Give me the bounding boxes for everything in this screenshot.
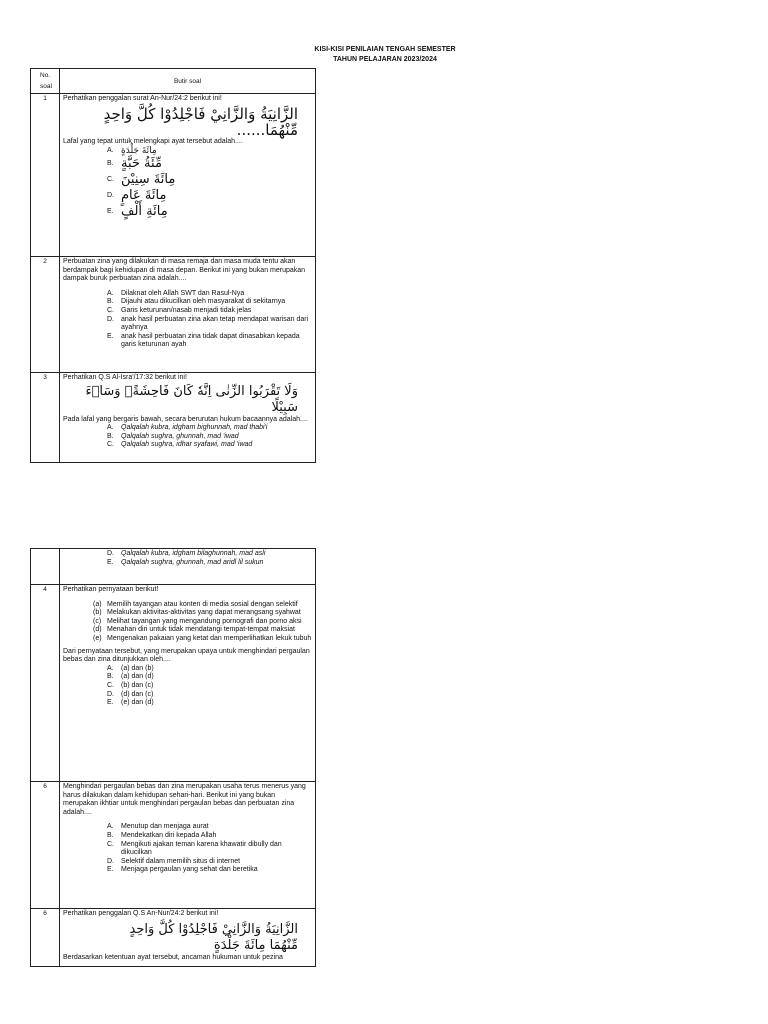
option-c: C. مِائَةَ سِنِيْنَ xyxy=(107,172,176,188)
option-d: D. Selektif dalam memilih situs di internet xyxy=(107,857,241,865)
question-number: 6 xyxy=(31,909,60,967)
arabic-verse: الزَّانِيَةُ وَالزَّانِيْ فَاجْلِدُوْا كُلَّ وَاحِدٍ مِّنْهُمَا مِائَةَ جَلْدَةٍ xyxy=(129,921,298,953)
option-b: B. Dijauhi atau dikucilkan oleh masyarakat di sekitarnya xyxy=(107,298,286,306)
question-prompt: Perhatikan penggalan surat An-Nur/24:2 berikut ini! xyxy=(63,95,222,102)
question-text: Berdasarkan ketentuan ayat tersebut, ancaman hukuman untuk pezina xyxy=(63,953,283,961)
arabic-verse: الزَّانِيَةُ وَالزَّانِيْ فَاجْلِدُوْا كُلَّ وَاحِدٍ مِّنْهُمَا...... xyxy=(103,104,298,139)
table-row xyxy=(31,549,316,585)
header-title: KISI-KISI PENILAIAN TENGAH SEMESTER xyxy=(314,46,456,53)
table-row xyxy=(31,909,316,967)
option-e: E. Qalqalah sughra, ghunnah, mad aridl lil sukun xyxy=(107,558,264,566)
question-prompt: Perhatikan Q.S Al-Isra'/17:32 berikut ini! xyxy=(63,374,187,381)
statement-e: (e) Mengenakan pakaian yang ketat dan memperlihatkan lekuk tubuh xyxy=(93,634,312,642)
question-number: 1 xyxy=(31,94,60,257)
question-text: Pada lafal yang bergaris bawah, secara berurutan hukum bacaannya adalah.... xyxy=(63,415,308,423)
question-number: 3 xyxy=(31,373,60,463)
option-e: E. (e) dan (d) xyxy=(107,699,154,707)
question-cell xyxy=(60,257,316,373)
statement-a: (a) Memilih tayangan atau konten di media sosial dengan selektif xyxy=(93,600,298,608)
option-e: E. مِائَةِ أَلْفٍ xyxy=(107,204,168,220)
option-b: B. Qalqalah sughra, ghunnah, mad 'iwad xyxy=(107,432,239,440)
col-item-header: Butir soal xyxy=(60,69,316,94)
option-e: E. anak hasil perbuatan zina tidak dapat dinasabkan kepada garis keturunan ayah xyxy=(107,332,300,349)
question-cell xyxy=(60,585,316,782)
option-d: D. anak hasil perbuatan zina akan tetap mendapat warisan dari ayahnya xyxy=(107,315,309,332)
option-c: C. Garis keturunan/nasab menjadi tidak jelas xyxy=(107,306,252,314)
option-e: E. Menjaga pergaulan yang sehat dan beretika xyxy=(107,866,258,874)
option-d: D. (d) dan (c) xyxy=(107,690,154,698)
question-text: Lafal yang tepat untuk melengkapi ayat tersebut adalah.... xyxy=(63,137,243,145)
table-row xyxy=(31,782,316,909)
arabic-verse: وَلَا تَقْرَبُوا الزِّنٰى اِنَّهٗ كَانَ فَاحِشَةًۗ وَسَاۤءَ سَبِيْلًا xyxy=(85,383,298,415)
table-row xyxy=(31,373,316,463)
option-b: B. Mendekatkan diri kepada Allah xyxy=(107,831,217,839)
option-d: D. Qalqalah kubra, idgham bilaghunnah, mad asli xyxy=(107,550,266,557)
question-cell xyxy=(60,94,316,257)
option-a: A. Dilaknat oleh Allah SWT dan Rasul-Nya xyxy=(107,289,245,297)
question-table-page-1 xyxy=(30,68,316,463)
statement-c: (c) Melihat tayangan yang mengandung pornografi dan porno aksi xyxy=(93,617,302,625)
question-text: Dari pernyataan tersebut, yang merupakan upaya untuk menghindari pergaulan bebas dan zina ditunjukkan oleh.... xyxy=(63,647,310,664)
statement-b: (b) Melakukan aktivitas-aktivitas yang dapat merangsang syahwat xyxy=(93,609,301,617)
option-b: B. مِّئَةُ حَبَّةٍ xyxy=(107,156,162,172)
question-prompt: Menghindari pergaulan bebas dan zina merupakan usaha terus menerus yang harus dilakukan dalam kehidupan sehari-hari. Berikut ini yang bukan merupakan ikhtiar untuk menghindari pergaulan bebas dan perbuatan zina adalah.... xyxy=(63,783,306,816)
option-a: A. Menutup dan menjaga aurat xyxy=(107,823,209,831)
question-cell xyxy=(60,373,316,463)
option-a: A. (a) dan (b) xyxy=(107,664,154,672)
header-year: TAHUN PELAJARAN 2023/2024 xyxy=(333,56,437,63)
question-number: 4 xyxy=(31,585,60,782)
option-a: A. مِائَةَ جَلْدَةٍ xyxy=(107,146,157,157)
question-number: 6 xyxy=(31,782,60,909)
option-a: A. Qalqalah kubra, idgham bighunnah, mad thabi'i xyxy=(107,424,268,432)
question-prompt: Perhatikan penggalan Q.S An-Nur/24:2 berikut ini! xyxy=(63,910,219,917)
statement-d: (d) Menahan diri untuk tidak mendatangi tempat-tempat maksiat xyxy=(93,626,295,634)
table-row xyxy=(31,257,316,373)
question-cell xyxy=(60,782,316,909)
question-table-page-2 xyxy=(30,548,316,967)
table-row xyxy=(31,585,316,782)
option-c: C. Qalqalah sughra, idhar syafawi, mad 'iwad xyxy=(107,441,253,449)
option-c: C. Mengikuti ajakan teman karena khawatir dibully dan dikucilkan xyxy=(107,840,282,857)
col-number-header: No. soal xyxy=(31,69,60,94)
table-header-row xyxy=(31,69,316,94)
question-cell xyxy=(60,909,316,967)
question-number: 2 xyxy=(31,257,60,373)
option-c: C. (b) dan (c) xyxy=(107,681,154,689)
option-b: B. (a) dan (d) xyxy=(107,673,154,681)
table-row xyxy=(31,94,316,257)
question-cell xyxy=(60,549,316,585)
document-header xyxy=(280,45,490,65)
question-prompt: Perbuatan zina yang dilakukan di masa remaja dan masa muda tentu akan berdampak bagi kehidupan di masa depan. Berikut ini yang bukan merupakan dampak buruk perbuatan zina adalah.... xyxy=(63,258,306,283)
option-d: D. مِائَةَ عَامٍ xyxy=(107,188,167,204)
question-prompt: Perhatikan pernyataan berikut! xyxy=(63,586,159,593)
